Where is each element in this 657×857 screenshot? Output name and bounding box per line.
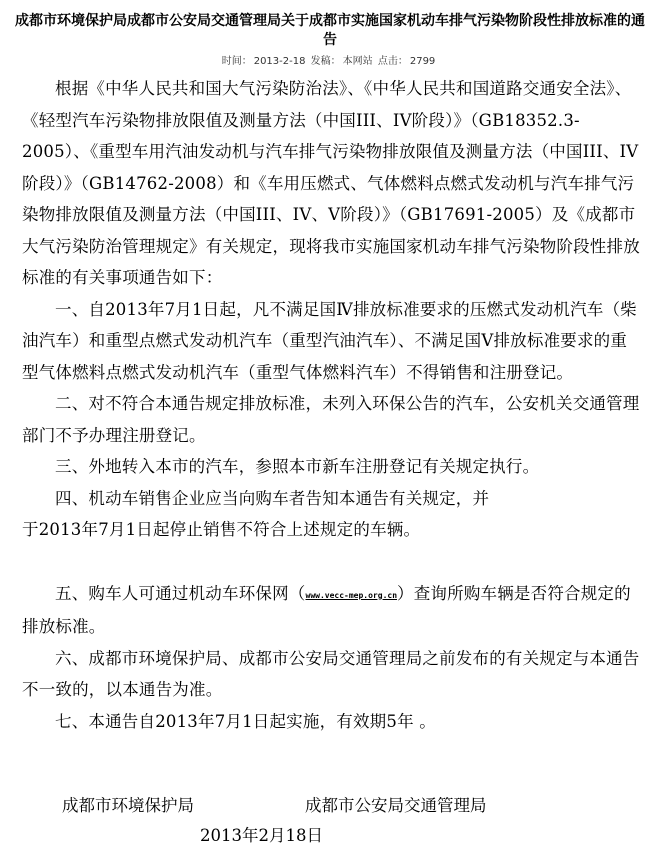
signature-left: 成都市环境保护局 [62,796,194,815]
page-title: 成都市环境保护局成都市公安局交通管理局关于成都市实施国家机动车排气污染物阶段性排放标准的通告 [15,13,645,48]
paragraph-item-6: 六、成都市环境保护局、成都市公安局交通管理局之前发布的有关规定与本通告不一致的，以本通告为准。 [22,648,640,699]
item-5-text-before: 五、购车人可通过机动车环保网（ [55,583,306,603]
paragraph-item-1: 一、自2013年7月1日起，凡不满足国Ⅳ排放标准要求的压燃式发动机汽车（柴油汽车）和重型点燃式发动机汽车（重型汽油汽车）、不满足国Ⅴ排放标准要求的重型气体燃料点燃式发动机汽车（重型气体燃料汽车）不得销售和注册登记。 [22,299,637,382]
paragraph-item-4 [22,483,642,546]
paragraph-item-7: 七、本通告自2013年7月1日起实施，有效期5年 。 [55,711,436,731]
source-label: 发稿： [310,56,341,67]
time-label: 时间： [221,56,252,67]
article-body [22,73,642,737]
paragraph-item-3: 三、外地转入本市的汽车，参照本市新车注册登记有关规定执行。 [55,457,540,476]
clicks-label: 点击： [377,56,408,67]
vecc-link[interactable]: www.vecc-mep.org.cn [305,590,398,600]
signature-date: 2013年2月18日 [200,826,323,845]
paragraph-intro: 根据《中华人民共和国大气污染防治法》、《中华人民共和国道路交通安全法》、《轻型汽车污染物排放限值及测量方法（中国III、IV阶段）》（GB18352.3-2005）、《重型车用汽油发动机与汽车排气污染物排放限值及测量方法（中国III、IV阶段）》（GB14762-2008）和《车用压燃式、气体燃料点燃式发动机与汽车排气污染物排放限值及测量方法（中国III、IV、V阶段）》（GB17691-2005）及《成都市大气污染防治管理规定》有关规定，现将我市实施国家机动车排气污染物阶段性排放标准的有关事项通告如下： [22,79,640,287]
item-4-line-2: 于2013年7月1日起停止销售不符合上述规定的车辆。 [22,520,421,539]
article-meta [0,55,657,69]
item-5-text-after: ）查询所购车辆是否符合规定的排放标准。 [22,583,631,636]
signature-right: 成都市公安局交通管理局 [305,796,487,815]
paragraph-item-5 [22,578,642,643]
item-4-line-1: 四、机动车销售企业应当向购车者告知本通告有关规定，并 [55,488,490,508]
clicks-value: 2799 [409,56,436,67]
source-value: 本网站 [342,56,373,67]
paragraph-item-2: 二、对不符合本通告规定排放标准，未列入环保公告的汽车，公安机关交通管理部门不予办理注册登记。 [22,394,640,445]
time-value: 2013-2-18 [253,56,306,67]
